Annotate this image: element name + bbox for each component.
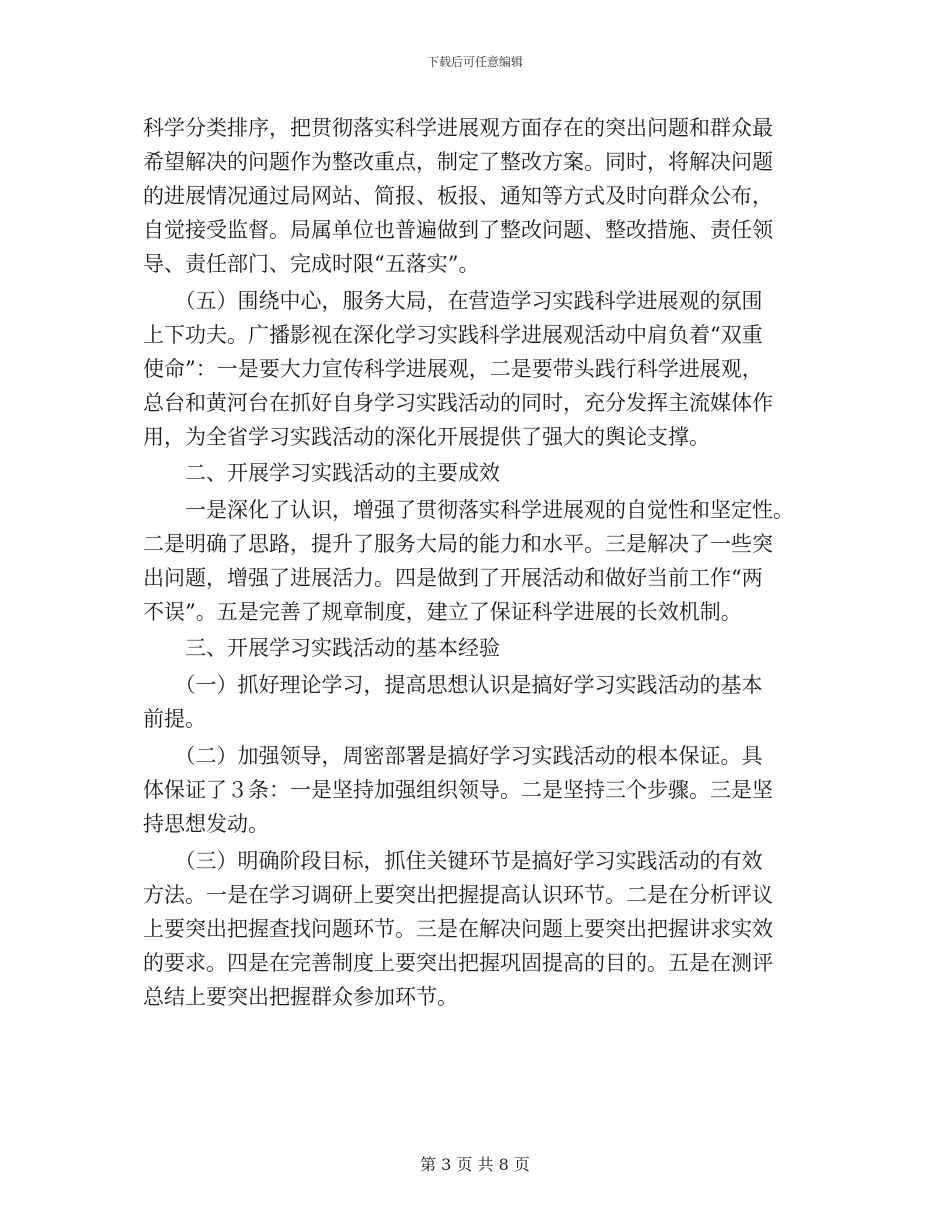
text-line: 出问题，增强了进展活力。四是做到了开展活动和做好当前工作“两 (143, 566, 763, 590)
text-line: 二是明确了思路，提升了服务大局的能力和水平。三是解决了一些突 (143, 532, 773, 556)
text-line: 体保证了３条：一是坚持加强组织领导。二是坚持三个步骤。三是坚 (143, 778, 773, 802)
text-line: 上要突出把握查找问题环节。三是在解决问题上要突出把握讲求实效 (143, 917, 773, 941)
text-line: 导、责任部门、完成时限“五落实”。 (143, 252, 480, 276)
text-line: 一是深化了认识，增强了贯彻落实科学进展观的自觉性和坚定性。 (143, 498, 794, 522)
text-line: 总台和黄河台在抓好自身学习实践活动的同时，充分发挥主流媒体作 (143, 391, 773, 415)
text-line: （二）加强领导，周密部署是搞好学习实践活动的根本保证。具 (143, 744, 763, 768)
page-header-note: 下载后可任意编辑 (426, 55, 523, 69)
document-body (143, 112, 823, 1014)
text-line: 希望解决的问题作为整改重点，制定了整改方案。同时，将解决问题 (143, 150, 773, 174)
text-line: （三）明确阶段目标，抓住关键环节是搞好学习实践活动的有效 (143, 849, 763, 873)
text-line: 的要求。四是在完善制度上要突出把握巩固提高的目的。五是在测评 (143, 951, 773, 975)
text-line: 前提。 (143, 707, 206, 731)
text-line: 总结上要突出把握群众参加环节。 (143, 985, 458, 1009)
text-line: 使命”：一是要大力宣传科学进展观，二是要带头践行科学进展观， (143, 357, 763, 381)
section-heading: 二、开展学习实践活动的主要成效 (143, 461, 500, 485)
text-line: 持思想发动。 (143, 812, 269, 836)
page-number: 第 3 页 共 8 页 (420, 1155, 530, 1174)
text-line: （五）围绕中心，服务大局，在营造学习实践科学进展观的氛围 (143, 289, 763, 313)
text-line: 的进展情况通过局网站、简报、板报、通知等方式及时向群众公布， (143, 184, 773, 208)
text-line: 科学分类排序，把贯彻落实科学进展观方面存在的突出问题和群众最 (143, 116, 773, 140)
text-line: 上下功夫。广播影视在深化学习实践科学进展观活动中肩负着“双重 (143, 323, 763, 347)
text-line: 自觉接受监督。局属单位也普遍做到了整改问题、整改措施、责任领 (143, 218, 773, 242)
text-line: 方法。一是在学习调研上要突出把握提高认识环节。二是在分析评议 (143, 883, 773, 907)
text-line: 用，为全省学习实践活动的深化开展提供了强大的舆论支撑。 (143, 425, 710, 449)
text-line: 不误”。五是完善了规章制度，建立了保证科学进展的长效机制。 (143, 600, 742, 624)
text-line: （一）抓好理论学习，提高思想认识是搞好学习实践活动的基本 (143, 673, 763, 697)
section-heading: 三、开展学习实践活动的基本经验 (143, 636, 500, 660)
